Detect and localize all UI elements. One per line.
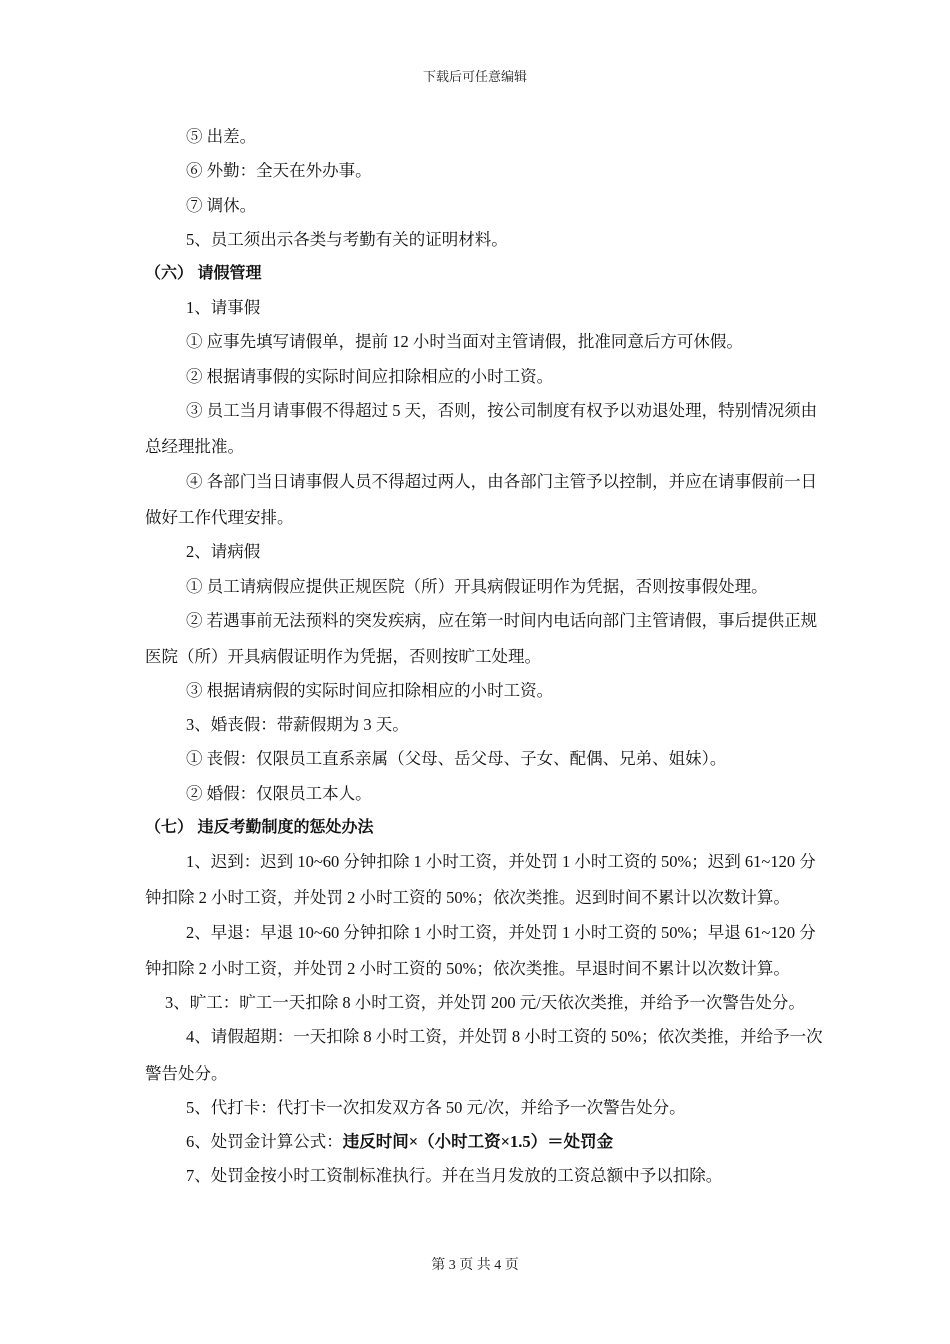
text-line: 1、迟到：迟到 10~60 分钟扣除 1 小时工资，并处罚 1 小时工资的 50%；迟到 61~120 分 [186, 852, 816, 871]
text-line: 3、婚丧假：带薪假期为 3 天。 [186, 715, 409, 734]
text-line: 总经理批准。 [145, 437, 244, 456]
text-line: ② 若遇事前无法预料的突发疾病，应在第一时间内电话向部门主管请假，事后提供正规 [186, 611, 818, 630]
text-line: 警告处分。 [145, 1064, 228, 1083]
text-line: 4、请假超期：一天扣除 8 小时工资，并处罚 8 小时工资的 50%；依次类推，并给予一次 [186, 1027, 823, 1046]
formula-line [186, 1131, 613, 1153]
page-header: 下载后可任意编辑 [422, 69, 527, 84]
text-line: 2、早退：早退 10~60 分钟扣除 1 小时工资，并处罚 1 小时工资的 50%；早退 61~120 分 [186, 923, 816, 942]
page-footer: 第 3 页 共 4 页 [431, 1258, 519, 1273]
text-line: ⑤ 出差。 [186, 127, 257, 146]
text-line: ④ 各部门当日请事假人员不得超过两人，由各部门主管予以控制，并应在请事假前一日 [186, 472, 818, 491]
formula: 违反时间×（小时工资×1.5）＝处罚金 [342, 1132, 614, 1151]
text-line: 7、处罚金按小时工资制标准执行。并在当月发放的工资总额中予以扣除。 [186, 1166, 723, 1185]
text-line: ③ 根据请病假的实际时间应扣除相应的小时工资。 [186, 681, 554, 700]
text-line: ① 应事先填写请假单，提前 12 小时当面对主管请假，批准同意后方可休假。 [186, 332, 743, 351]
text-line: ⑥ 外勤：全天在外办事。 [186, 161, 372, 180]
text-line: 钟扣除 2 小时工资，并处罚 2 小时工资的 50%；依次类推。早退时间不累计以次数计算。 [145, 959, 790, 978]
text-line: 3、旷工：旷工一天扣除 8 小时工资，并处罚 200 元/天依次类推，并给予一次警告处分。 [165, 993, 805, 1012]
text-line: ① 丧假：仅限员工直系亲属（父母、岳父母、子女、配偶、兄弟、姐妹）。 [186, 749, 727, 768]
text-line: 1、请事假 [186, 298, 261, 317]
text-line: 5、员工须出示各类与考勤有关的证明材料。 [186, 230, 508, 249]
text-line: 2、请病假 [186, 542, 261, 561]
text-line: ⑦ 调休。 [186, 196, 257, 215]
text-line: 医院（所）开具病假证明作为凭据，否则按旷工处理。 [145, 647, 541, 666]
text-line: 5、代打卡：代打卡一次扣发双方各 50 元/次，并给予一次警告处分。 [186, 1098, 686, 1117]
formula-label: 6、处罚金计算公式： [186, 1132, 343, 1151]
text-line: 做好工作代理安排。 [145, 508, 294, 527]
section-heading: （七） 违反考勤制度的惩处办法 [145, 819, 374, 836]
text-line: ② 根据请事假的实际时间应扣除相应的小时工资。 [186, 367, 554, 386]
text-line: 钟扣除 2 小时工资，并处罚 2 小时工资的 50%；依次类推。迟到时间不累计以次数计算。 [145, 888, 790, 907]
text-line: ③ 员工当月请事假不得超过 5 天，否则，按公司制度有权予以劝退处理，特别情况须由 [186, 401, 818, 420]
section-heading: （六） 请假管理 [145, 265, 262, 282]
text-line: ② 婚假：仅限员工本人。 [186, 784, 372, 803]
text-line: ① 员工请病假应提供正规医院（所）开具病假证明作为凭据，否则按事假处理。 [186, 577, 768, 596]
